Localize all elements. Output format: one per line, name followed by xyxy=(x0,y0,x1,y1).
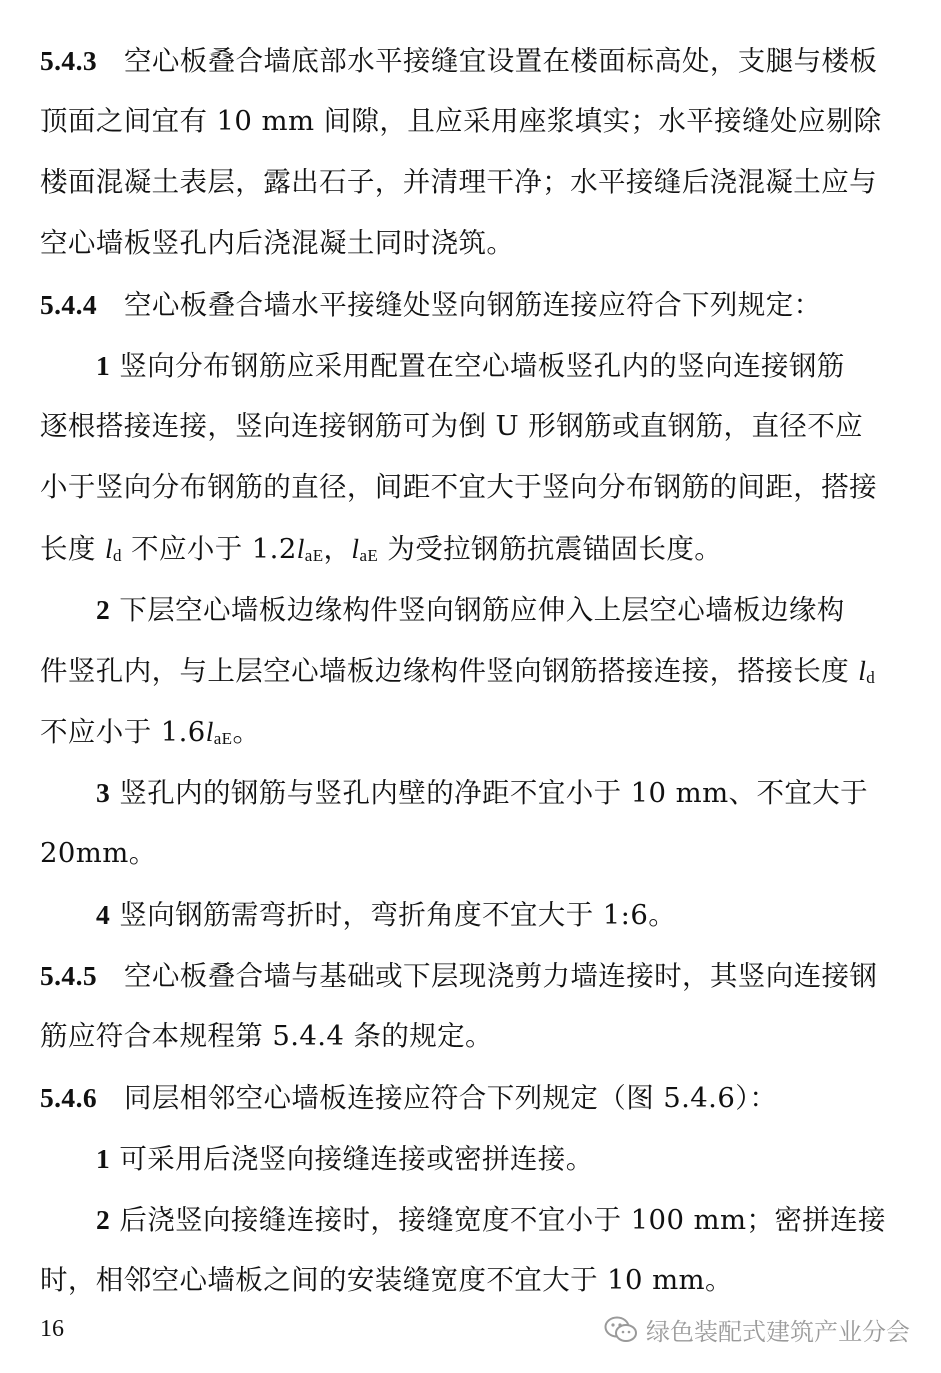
item-number: 4 xyxy=(96,899,111,930)
text-line: 逐根搭接连接，竖向连接钢筋可为倒 U 形钢筋或直钢筋，直径不应 xyxy=(40,410,864,442)
text-line: 筋应符合本规程第 5.4.4 条的规定。 xyxy=(40,1020,493,1052)
text-line: 顶面之间宜有 10 mm 间隙，且应采用座浆填实；水平接缝处应剔除 xyxy=(40,105,882,137)
text-line: 2 下层空心墙板边缘构件竖向钢筋应伸入上层空心墙板边缘构 xyxy=(96,594,845,626)
page-footer xyxy=(40,1310,910,1350)
wechat-icon xyxy=(604,1316,638,1344)
watermark-text: 绿色装配式建筑产业分会 xyxy=(646,1318,910,1346)
text-line: 5.4.6 同层相邻空心墙板连接应符合下列规定（图 5.4.6）： xyxy=(40,1067,875,1128)
text-line: 1 可采用后浇竖向接缝连接或密拼连接。 xyxy=(96,1143,594,1175)
clause-number: 5.4.3 xyxy=(40,45,97,76)
text-line: 小于竖向分布钢筋的直径，间距不宜大于竖向分布钢筋的间距，搭接 xyxy=(40,471,877,503)
clause-number: 5.4.4 xyxy=(40,289,97,320)
clause-number: 5.4.6 xyxy=(40,1082,97,1113)
text-line: 5.4.4 空心板叠合墙水平接缝处竖向钢筋连接应符合下列规定： xyxy=(40,274,875,335)
text-line: 长度 ld 不应小于 1.2laE，laE 为受拉钢筋抗震锚固长度。 xyxy=(40,533,723,565)
text-line: 不应小于 1.6laE。 xyxy=(40,716,261,748)
document-body xyxy=(40,30,886,1311)
text-line: 件竖孔内，与上层空心墙板边缘构件竖向钢筋搭接连接，搭接长度 ld xyxy=(40,655,876,687)
watermark xyxy=(604,1312,910,1347)
text-line: 2 后浇竖向接缝连接时，接缝宽度不宜小于 100 mm；密拼连接 xyxy=(96,1204,886,1236)
text-line: 20mm。 xyxy=(40,837,157,869)
clause-number: 5.4.5 xyxy=(40,960,97,991)
text-line: 空心墙板竖孔内后浇混凝土同时浇筑。 xyxy=(40,227,515,259)
text-line: 4 竖向钢筋需弯折时，弯折角度不宜大于 1:6。 xyxy=(96,899,677,931)
text-line: 5.4.5 空心板叠合墙与基础或下层现浇剪力墙连接时，其竖向连接钢 xyxy=(40,945,875,1006)
text-line: 5.4.3 空心板叠合墙底部水平接缝宜设置在楼面标高处，支腿与楼板 xyxy=(40,30,875,91)
page-number: 16 xyxy=(40,1316,64,1342)
item-number: 1 xyxy=(96,1143,111,1174)
text-line: 楼面混凝土表层，露出石子，并清理干净；水平接缝后浇混凝土应与 xyxy=(40,166,877,198)
item-number: 3 xyxy=(96,777,111,808)
text-line: 1 竖向分布钢筋应采用配置在空心墙板竖孔内的竖向连接钢筋 xyxy=(96,350,845,382)
item-number: 1 xyxy=(96,350,111,381)
text-line: 时，相邻空心墙板之间的安装缝宽度不宜大于 10 mm。 xyxy=(40,1264,733,1296)
item-number: 2 xyxy=(96,1204,111,1235)
text-line: 3 竖孔内的钢筋与竖孔内壁的净距不宜小于 10 mm、不宜大于 xyxy=(96,777,869,809)
item-number: 2 xyxy=(96,594,111,625)
